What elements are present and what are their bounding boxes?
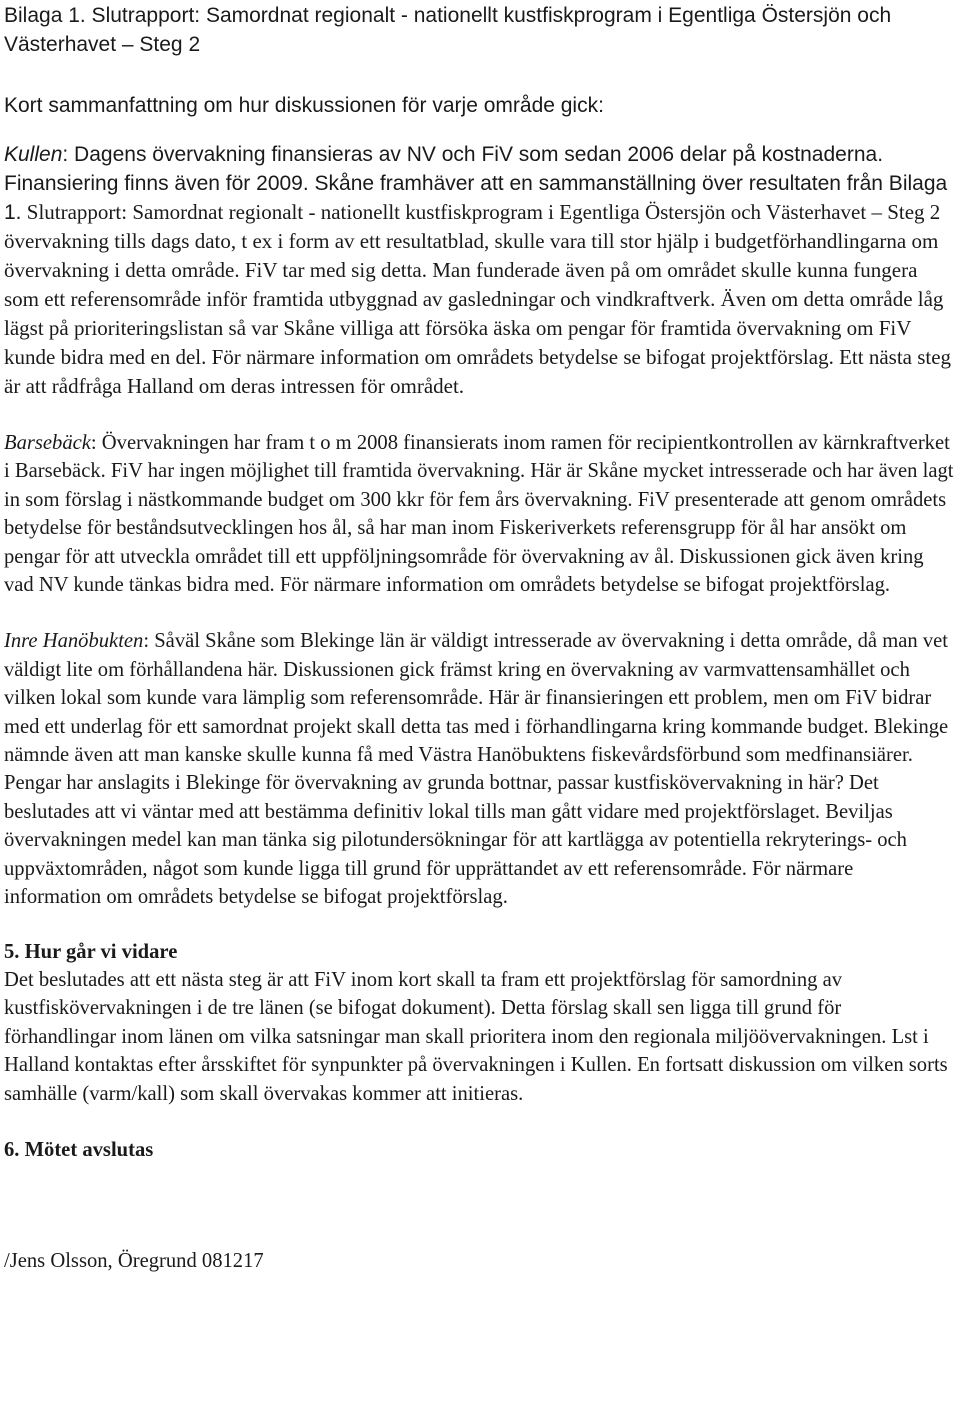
section-6-heading: 6. Mötet avslutas bbox=[4, 1138, 154, 1161]
hanobukten-paragraph bbox=[4, 627, 954, 911]
signature: /Jens Olsson, Öregrund 081217 bbox=[4, 1250, 264, 1273]
barseback-paragraph bbox=[4, 429, 954, 599]
kullen-continued-text: Slutrapport: Samordnat regionalt - nationellt kustfiskprogram i Egentliga Östersjön och Västerhavet – Steg 2 övervakning tills dags dato, t ex i form av ett resultatblad, skulle vara till stor hjälp i budgetförhandlingarna om övervakning i detta område. FiV tar med sig detta. Man funderade även på om området skulle kunna fungera som ett referensområde inför framtida utbyggnad av gasledningar och vindkraftverk. Även om detta område låg lägst på prioriteringslistan så var Skåne villiga att försöka äska om pengar för framtida övervakning om FiV kunde bidra med en del. För närmare information om områdets betydelse se bifogat projektförslag. Ett nästa steg är att rådfråga Halland om deras intressen för området. bbox=[4, 200, 952, 398]
section-5-text: Det beslutades att ett nästa steg är att FiV inom kort skall ta fram ett projektförslag för samordning av kustfiskövervakningen i de tre länen (se bifogat dokument). Detta förslag skall sen ligga till grund för förhandlingar inom länen om vilka satsningar man skall prioritera inom den regionala miljöövervakningen. Lst i Halland kontaktas efter årsskiftet för synpunkter på övervakningen i Kullen. En fortsatt diskussion om vilken sorts samhälle (varm/kall) som skall övervakas kommer att initieras. bbox=[4, 968, 948, 1105]
attachment-title: Bilaga 1. Slutrapport: Samordnat regionalt - nationellt kustfiskprogram i Egentliga Östersjön och Västerhavet – Steg 2 bbox=[4, 4, 892, 56]
hanobukten-label: Inre Hanöbukten bbox=[4, 630, 144, 653]
kullen-paragraph bbox=[4, 140, 954, 401]
summary-intro: Kort sammanfattning om hur diskussionen för varje område gick: bbox=[4, 94, 604, 117]
kullen-lead-text: : Dagens övervakning finansieras av NV och FiV som sedan 2006 delar på kostnaderna. Finansiering finns även för 2009. Skåne framhäver att en sammanställning över resultaten från Bilaga 1. bbox=[4, 143, 948, 224]
barseback-label: Barsebäck bbox=[4, 432, 91, 454]
document-header bbox=[4, 0, 954, 401]
hanobukten-text: : Såväl Skåne som Blekinge län är väldigt intresserade av övervakning i detta område, då man vet väldigt lite om förhållandena här. Diskussionen gick främst kring en övervakning av varmvattensamhället och vilken lokal som kunde vara lämplig som referensområde. Här är finansieringen ett problem, men om FiV bidrar med ett underlag för ett samordnat projekt skall detta tas med i förhandlingarna kring kommande budget. Blekinge nämnde även att man kanske skulle kunna få med Västra Hanöbuktens fiskevårdsförbund som medfinansiärer. Pengar har anslagits i Blekinge för övervakning av grunda bottnar, passar kustfiskövervakning in här? Det beslutades att vi väntar med att bestämma definitiv lokal tills man gått vidare med projektförslaget. Beviljas övervakningen medel kan man tänka sig pilotundersökningar för att kartlägga av potentiella rekryterings- och uppväxtområden, något som kunde ligga till grund för upprättandet av ett referensområde. För närmare information om områdets betydelse se bifogat projektförslag. bbox=[4, 630, 949, 909]
section-5-heading: 5. Hur går vi vidare bbox=[4, 940, 178, 963]
kullen-label: Kullen bbox=[4, 143, 63, 166]
barseback-text: : Övervakningen har fram t o m 2008 finansierats inom ramen för recipientkontrollen av kärnkraftverket i Barsebäck. FiV har ingen möjlighet till framtida övervakning. Här är Skåne mycket intresserade och har även lagt in som förslag i nästkommande budget om 300 kkr för fem års övervakning. FiV presenterade att genom områdets betydelse för beståndsutvecklingen hos ål, så har man inom Fiskeriverkets referensgrupp för ål har ansökt om pengar för att utveckla området till ett uppföljningsområde för övervakning av ål. Diskussionen gick även kring vad NV kunde tänkas bidra med. För närmare information om områdets betydelse se bifogat projektförslag. bbox=[4, 432, 954, 597]
document-page bbox=[4, 0, 954, 1275]
